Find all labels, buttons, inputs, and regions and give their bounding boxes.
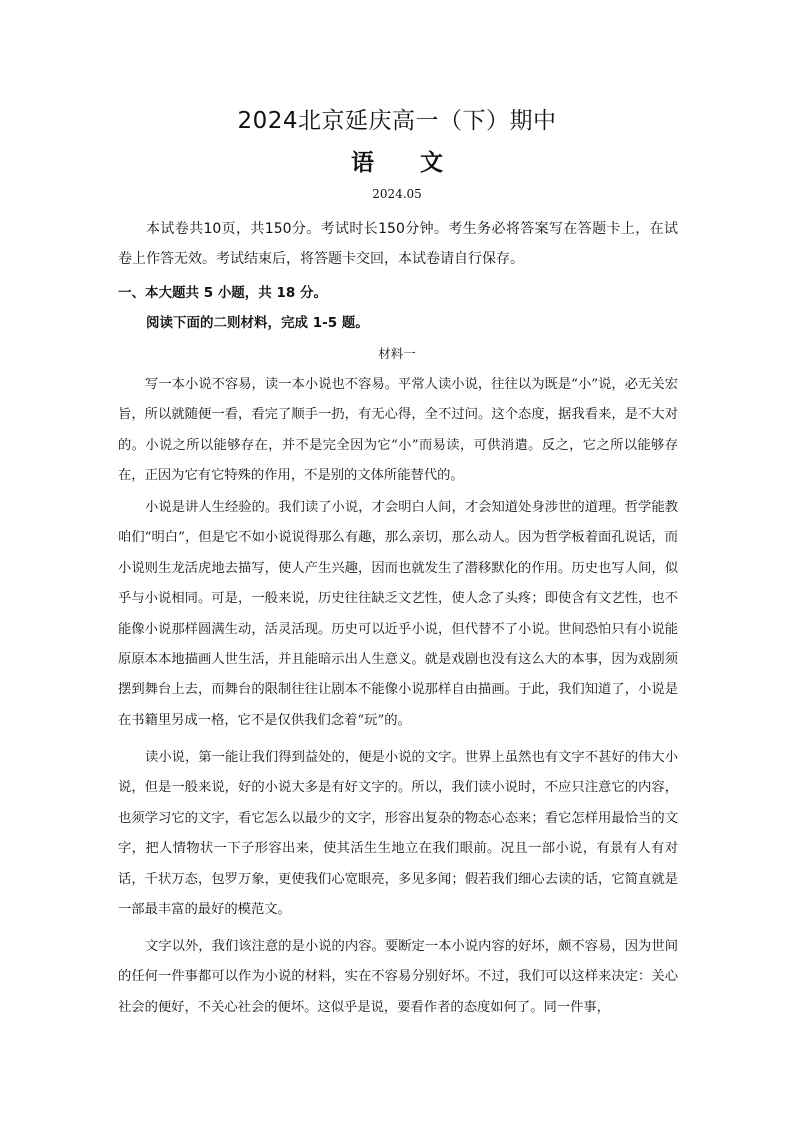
material-paragraph: 小说是讲人生经验的。我们读了小说，才会明白人间，才会知道处身涉世的道理。哲学能教咱们“明白”，但是它不如小说说得那么有趣，那么亲切，那么动人。因为哲学板着面孔说话，而小说则生龙活虎地去描写，使人产生兴趣，因而也就发生了潜移默化的作用。历史也写人间，似乎与小说相同。可是，一般来说，历史往往缺乏文艺性，使人念了头疼；即使含有文艺性，也不能像小说那样圆满生动，活灵活现。历史可以近乎小说，但代替不了小说。世间恐怕只有小说能原原本本地描画人世生活，并且能暗示出人生意义。就是戏剧也没有这么大的本事，因为戏剧须摆到舞台上去，而舞台的限制往往让剧本不能像小说那样自由描画。于此，我们知道了，小说是在书籍里另成一格，它不是仅供我们念着“玩”的。 [118,500,678,728]
section-heading: 一、本大题共 5 小题，共 18 分。 [118,285,327,301]
material-title: 材料一 [378,346,416,361]
section-instruction: 阅读下面的二则材料，完成 1-5 题。 [146,315,369,331]
exam-title: 2024北京延庆高一（下）期中 [237,108,557,134]
material-paragraph: 写一本小说不容易，读一本小说也不容易。平常人读小说，往往以为既是“小”说，必无关宏旨，所以就随便一看，看完了顺手一扔，有无心得，全不过问。这个态度，据我看来，是不大对的。小说之所以能够存在，并不是完全因为它“小”而易读，可供消遣。反之，它之所以能够存在，正因为它有它特殊的作用，不是别的文体所能替代的。 [118,377,678,484]
exam-date: 2024.05 [372,187,422,201]
subject-title: 语文 [351,149,489,176]
material-paragraph: 读小说，第一能让我们得到益处的，便是小说的文字。世界上虽然也有文字不甚好的伟大小说，但是一般来说，好的小说大多是有好文字的。所以，我们读小说时，不应只注意它的内容，也须学习它的文字，看它怎么以最少的文字，形容出复杂的物态心态来；看它怎样用最恰当的文字，把人情物状一下子形容出来，使其活生生地立在我们眼前。况且一部小说，有景有人有对话，千状万态，包罗万象，更使我们心宽眼亮，多见多闻；假若我们细心去读的话，它简直就是一部最丰富的最好的模范文。 [118,750,678,918]
material-paragraph: 文字以外，我们该注意的是小说的内容。要断定一本小说内容的好坏，颇不容易，因为世间的任何一件事都可以作为小说的材料，实在不容易分别好坏。不过，我们可以这样来决定：关心社会的便好，不关心社会的便坏。这似乎是说，要看作者的态度如何了。同一件事， [118,939,678,1015]
exam-notice: 本试卷共10页，共150分。考试时长150分钟。考生务必将答案写在答题卡上，在试卷上作答无效。考试结束后，将答题卡交回，本试卷请自行保存。 [118,221,678,267]
